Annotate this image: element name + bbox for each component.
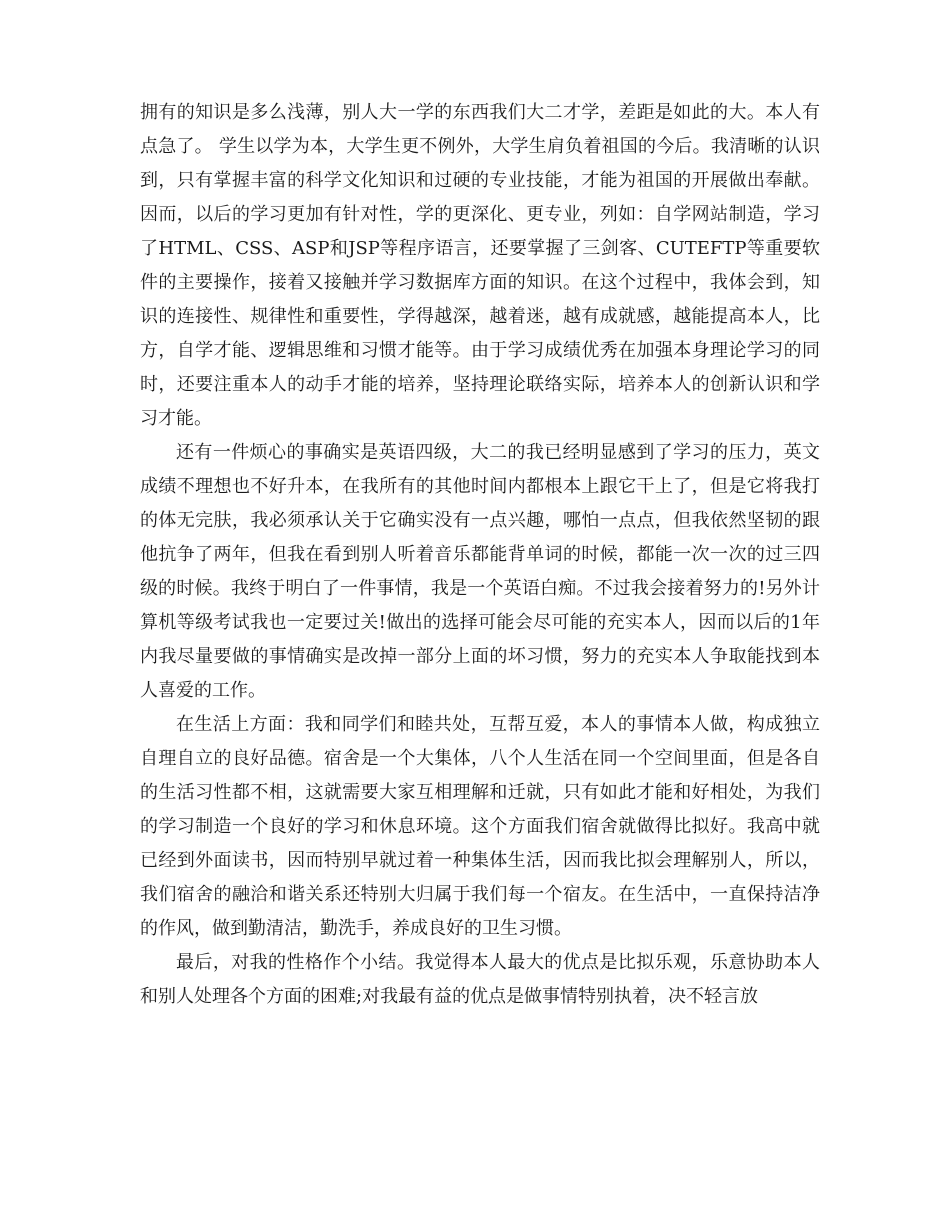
document-body: [140, 96, 820, 1014]
paragraph-study: 拥有的知识是多么浅薄，别人大一学的东西我们大二才学，差距是如此的大。本人有点急了。 学生以学为本，大学生更不例外，大学生肩负着祖国的今后。我清晰的认识到，只有掌握丰富的科学文化知识和过硬的专业技能，才能为祖国的开展做出奉献。因而，以后的学习更加有针对性，学的更深化、更专业，列如：自学网站制造，学习了HTML、CSS、ASP和JSP等程序语言，还要掌握了三剑客、CUTEFTP等重要软件的主要操作，接着又接触并学习数据库方面的知识。在这个过程中，我体会到，知识的连接性、规律性和重要性，学得越深，越着迷，越有成就感，越能提高本人，比方，自学才能、逻辑思维和习惯才能等。由于学习成绩优秀在加强本身理论学习的同时，还要注重本人的动手才能的培养，坚持理论联络实际，培养本人的创新认识和学习才能。: [140, 102, 820, 429]
paragraph-english: 还有一件烦心的事确实是英语四级，大二的我已经明显感到了学习的压力，英文成绩不理想也不好升本，在我所有的其他时间内都根本上跟它干上了，但是它将我打的体无完肤，我必须承认关于它确实没有一点兴趣，哪怕一点点，但我依然坚韧的跟他抗争了两年，但我在看到别人听着音乐都能背单词的时候，都能一次一次的过三四级的时候。我终于明白了一件事情，我是一个英语白痴。不过我会接着努力的!另外计算机等级考试我也一定要过关!做出的选择可能会尽可能的充实本人，因而以后的1年内我尽量要做的事情确实是改掉一部分上面的坏习惯，努力的充实本人争取能找到本人喜爱的工作。: [140, 442, 820, 701]
paragraph-personality: 最后，对我的性格作个小结。我觉得本人最大的优点是比拟乐观，乐意协助本人和别人处理各个方面的困难;对我最有益的优点是做事情特别执着，决不轻言放: [140, 952, 820, 1007]
paragraph-life: 在生活上方面：我和同学们和睦共处，互帮互爱，本人的事情本人做，构成独立自理自立的良好品德。宿舍是一个大集体，八个人生活在同一个空间里面，但是各自的生活习性都不相，这就需要大家互相理解和迁就，只有如此才能和好相处，为我们的学习制造一个良好的学习和休息环境。这个方面我们宿舍就做得比拟好。我高中就已经到外面读书，因而特别早就过着一种集体生活，因而我比拟会理解别人，所以，我们宿舍的融洽和谐关系还特别大归属于我们每一个宿友。在生活中，一直保持洁净的作风，做到勤清洁，勤洗手，养成良好的卫生习惯。: [140, 714, 820, 939]
